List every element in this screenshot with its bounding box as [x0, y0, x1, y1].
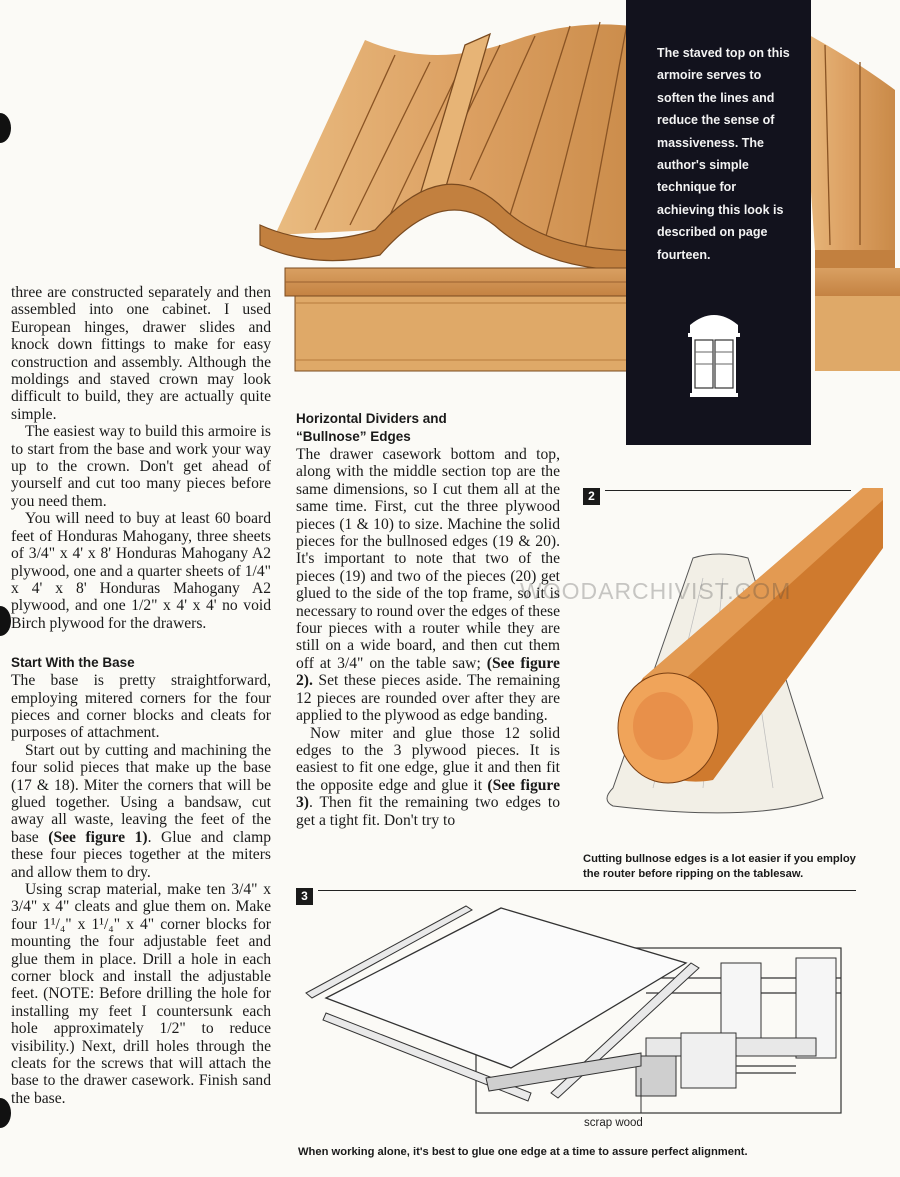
dividers-paragraph: The drawer casework bottom and top, along with the middle section top are the same dimensions, so I cut them all at the same time. First, cut the three plywood pieces (1 & 10) to size. Machine the solid pieces for the bullnosed edges (19 & 20). It's important to note that two of the pieces (19) and two of the pieces (20) get glued to the side of the top frame, so it is necessary to round over the edges of these four pieces with a router while they are still on a wide board, and then cut them off at 3/4" on the table saw; (See figure 2). Set these pieces aside. The remaining 12 pieces are rounded over after they are applied to the plywood as edge banding.	[296, 446, 560, 725]
base-start-paragraph: The easiest way to build this armoire is to start from the base and work your way up to the crown. Don't get ahead of yourself and cut too many pieces before you need them.	[11, 423, 271, 510]
sidebar-text: The staved top on this armoire serves to soften the lines and reduce the sense of massiveness. The author's simple technique for achieving this look is described on page fourteen.	[657, 46, 790, 262]
photo-caption-sidebar	[626, 0, 811, 445]
armoire-thumbnail-icon	[674, 305, 754, 400]
miter-glue-paragraph: Now miter and glue those 12 solid edges to the 3 plywood pieces. It is easiest to fit one edge, glue it and then fit the opposite edge and glue it (See figure 3). Then fit the remaining two edges to get a tight fit. Don't try to	[296, 724, 560, 829]
figure-2-reference: (See figure 2).	[296, 654, 560, 690]
figure-2-caption: Cutting bullnose edges is a lot easier if you employ the router before ripping on the tablesaw.	[583, 853, 856, 880]
figure-3-caption: When working alone, it's best to glue one edge at a time to assure perfect alignment.	[298, 1146, 748, 1158]
watermark: WOODARCHIVIST.COM	[520, 578, 792, 604]
figure-1-reference: (See figure 1)	[48, 828, 148, 846]
figure-3	[296, 888, 856, 1168]
heading-start-with-base: Start With the Base	[11, 655, 135, 671]
materials-paragraph: You will need to buy at least 60 board feet of Honduras Mahogany, three sheets of 3/4" x 4' x 8' Honduras Mahogany A2 plywood, one and a quarter sheets of 1/4" x 4' x 8' Honduras Mahogany A2 plywood, and one 1/2" x 4' x 4' no void Birch plywood for the drawers.	[11, 510, 271, 632]
column-2	[296, 410, 560, 829]
figure-3-label: 3	[296, 888, 313, 905]
column-1	[11, 284, 271, 1107]
figure-3-reference: (See figure 3)	[296, 776, 560, 812]
figure-2-label: 2	[583, 488, 600, 505]
cleats-paragraph: Using scrap material, make ten 3/4" x 3/4" x 4" cleats and glue them on. Make four 1¹/₄" x 1¹/₄" x 4" corner blocks for mounting the four adjustable feet and glue them in place. Drill a hole in each corner block and install the adjustable feet. (NOTE: Before drilling the hole for installing my feet I countersunk each hole approximately 1/2" to reduce visibility.) Next, drill holes through the cleats for the screws that will attach the base to the drawer casework. Finish sand the base.	[11, 881, 271, 1107]
base-machining-paragraph: Start out by cutting and machining the four solid pieces that make up the base (17 & 18). Miter the corners that will be glued together. Using a bandsaw, cut away all waste, leaving the feet of the base (See figure 1). Glue and clamp these four pieces together at the miters and allow them to dry.	[11, 741, 271, 881]
scrap-wood-annotation: scrap wood	[584, 1117, 643, 1129]
binder-hole-bottom	[0, 1098, 11, 1128]
figure-2	[583, 488, 883, 888]
heading-horizontal-dividers: Horizontal Dividers and “Bullnose” Edges	[296, 411, 447, 444]
bullnose-dowel-illustration	[583, 488, 883, 818]
binder-hole-middle	[0, 606, 11, 636]
intro-paragraph: three are constructed separately and then assembled into one cabinet. I used European hinges, drawer slides and knock down fittings to make for easy construction and assembly. Although the moldings and staved crown may look difficult to build, they are actually quite simple.	[11, 284, 271, 423]
edge-gluing-illustration	[296, 888, 856, 1143]
binder-hole-top	[0, 113, 11, 143]
base-overview-paragraph: The base is pretty straightforward, employing mitered corners for the four pieces and corner blocks and cleats for purposes of attachment.	[11, 672, 271, 742]
